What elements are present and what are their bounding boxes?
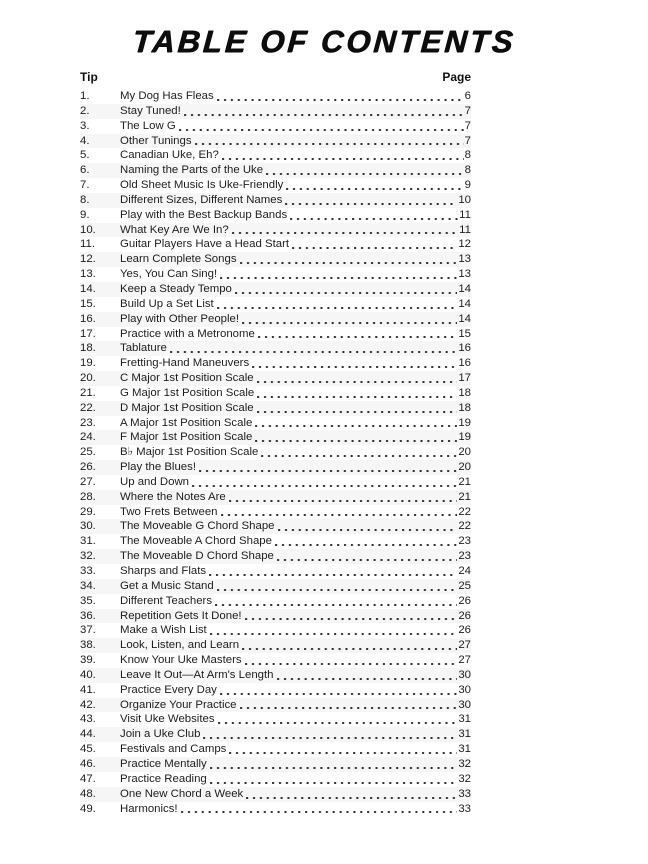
dot-leader	[169, 341, 458, 356]
toc-row	[80, 712, 471, 727]
page-number: 32	[458, 772, 471, 785]
tip-title: My Dog Has Fleas	[120, 90, 214, 102]
page-column-header: Page	[442, 70, 471, 84]
page-number: 19	[458, 416, 471, 429]
page-number: 31	[458, 743, 471, 756]
dot-leader	[276, 549, 458, 564]
toc-row	[80, 787, 471, 802]
toc-row	[80, 430, 471, 445]
tip-number: 46.	[80, 757, 96, 770]
dot-leader	[289, 208, 459, 223]
page-number: 32	[458, 757, 471, 770]
tip-title: Practice Mentally	[120, 757, 207, 770]
tip-number: 26.	[80, 461, 96, 474]
dot-leader	[208, 564, 458, 579]
dot-leader	[216, 297, 459, 312]
tip-title: Organize Your Practice	[120, 698, 237, 711]
dot-leader	[291, 237, 458, 252]
page-number: 26	[458, 594, 471, 607]
toc-row	[80, 371, 471, 386]
page-number: 22	[458, 520, 471, 533]
tip-title: Practice with a Metronome	[120, 327, 255, 340]
dot-leader	[221, 148, 465, 163]
tip-title: Look, Listen, and Learn	[120, 639, 240, 652]
page-number: 30	[458, 668, 471, 681]
tip-title: Play with the Best Backup Bands	[120, 208, 288, 221]
dot-leader	[277, 519, 459, 534]
tip-number: 14.	[80, 282, 96, 295]
tip-title: Make a Wish List	[120, 624, 207, 637]
toc-row	[80, 653, 471, 668]
dot-leader	[234, 282, 458, 297]
toc-row	[80, 683, 471, 698]
toc-row	[80, 727, 471, 742]
tip-number: 31.	[80, 535, 96, 548]
tip-title: Know Your Uke Masters	[120, 654, 242, 667]
dot-leader	[217, 712, 459, 727]
dot-leader	[198, 460, 458, 475]
tip-number: 19.	[80, 357, 96, 370]
page-number: 13	[458, 253, 471, 266]
page-number: 21	[458, 490, 471, 503]
page-number: 23	[458, 535, 471, 548]
tip-number: 16.	[80, 312, 96, 325]
tip-number: 4.	[80, 134, 90, 147]
toc-row	[80, 490, 471, 505]
tip-number: 39.	[80, 654, 96, 667]
toc-row	[80, 638, 471, 653]
dot-leader	[257, 327, 458, 342]
tip-number: 30.	[80, 520, 96, 533]
toc-row	[80, 416, 471, 431]
dot-leader	[180, 802, 459, 817]
tip-number: 7.	[80, 179, 90, 192]
tip-title: Practice Every Day	[120, 683, 217, 696]
toc-row	[80, 549, 471, 564]
tip-number: 44.	[80, 728, 96, 741]
toc-row	[80, 460, 471, 475]
toc-row	[80, 252, 471, 267]
tip-number: 48.	[80, 787, 96, 800]
dot-leader	[191, 475, 458, 490]
page-number: 31	[458, 713, 471, 726]
tip-title: Up and Down	[120, 475, 190, 488]
page-number: 13	[458, 268, 471, 281]
tip-title: Sharps and Flats	[120, 565, 207, 577]
tip-number: 29.	[80, 505, 96, 518]
tip-title: Play the Blues!	[120, 461, 196, 474]
tip-title: F Major 1st Position Scale	[120, 431, 253, 444]
page-number: 8	[464, 164, 471, 177]
tip-title: The Moveable D Chord Shape	[120, 550, 274, 563]
dot-leader	[228, 490, 459, 505]
tip-number: 22.	[80, 401, 96, 414]
toc-row	[80, 312, 471, 327]
tip-title: Get a Music Stand	[120, 579, 214, 592]
dot-leader	[256, 401, 459, 416]
tip-title: Other Tunings	[120, 134, 192, 147]
tip-title: C Major 1st Position Scale	[120, 372, 254, 385]
tip-title: Naming the Parts of the Uke	[120, 164, 264, 177]
dot-leader	[285, 178, 464, 193]
toc-row	[80, 757, 471, 772]
dot-leader	[265, 163, 465, 178]
toc-row	[80, 475, 471, 490]
dot-leader	[228, 742, 458, 757]
page-number: 19	[458, 431, 471, 444]
dot-leader	[256, 386, 458, 401]
toc-row	[80, 163, 471, 178]
toc-row	[80, 297, 471, 312]
tip-number: 35.	[80, 594, 96, 607]
tip-number: 13.	[80, 268, 96, 281]
toc-row	[80, 445, 471, 460]
tip-title: G Major 1st Position Scale	[120, 386, 255, 399]
tip-title: One New Chord a Week	[120, 787, 244, 800]
dot-leader	[256, 371, 459, 386]
dot-leader	[241, 638, 458, 653]
tip-number: 37.	[80, 624, 96, 637]
tip-number: 8.	[80, 193, 90, 206]
tip-number: 34.	[80, 579, 96, 592]
toc-row	[80, 772, 471, 787]
toc-row	[80, 623, 471, 638]
tip-number: 12.	[80, 253, 96, 266]
tip-title: Tablature	[120, 342, 167, 355]
tip-number: 32.	[80, 550, 96, 563]
dot-leader	[244, 653, 459, 668]
toc-row	[80, 356, 471, 371]
dot-leader	[254, 430, 458, 445]
page-number: 17	[458, 372, 471, 385]
page-number: 6	[464, 90, 471, 102]
toc-body	[80, 70, 471, 816]
tip-number: 17.	[80, 327, 96, 340]
tip-number: 2.	[80, 104, 90, 117]
page-number: 15	[458, 327, 471, 340]
tip-title: Play with Other People!	[120, 312, 240, 325]
tip-title: Practice Reading	[120, 772, 207, 785]
page-number: 14	[458, 282, 471, 295]
toc-row	[80, 534, 471, 549]
tip-title: B♭ Major 1st Position Scale	[120, 446, 259, 459]
toc-row	[80, 282, 471, 297]
page-number: 27	[458, 639, 471, 652]
tip-title: A Major 1st Position Scale	[120, 416, 253, 429]
tip-number: 23.	[80, 416, 96, 429]
tip-title: Repetition Gets It Done!	[120, 609, 242, 622]
page-number: 11	[459, 208, 471, 221]
tip-number: 24.	[80, 431, 96, 444]
tip-title: Where the Notes Are	[120, 490, 226, 503]
tip-number: 10.	[80, 223, 96, 236]
page-number: 8	[464, 149, 471, 162]
toc-row	[80, 193, 471, 208]
dot-leader	[244, 609, 459, 624]
dot-leader	[209, 623, 459, 638]
page-number: 14	[458, 297, 471, 310]
page-number: 22	[458, 505, 471, 518]
page-title: TABLE OF CONTENTS	[131, 24, 517, 59]
toc-row	[80, 742, 471, 757]
toc-row	[80, 104, 471, 119]
page-number: 16	[458, 342, 471, 355]
page-number: 27	[458, 654, 471, 667]
dot-leader	[178, 119, 465, 134]
dot-leader	[254, 416, 458, 431]
toc-row	[80, 668, 471, 683]
toc-row	[80, 89, 471, 104]
page-number: 21	[458, 475, 471, 488]
dot-leader	[216, 579, 459, 594]
page-number: 18	[458, 386, 471, 399]
tip-number: 25.	[80, 446, 96, 459]
tip-title: Visit Uke Websites	[120, 713, 215, 726]
tip-title: Two Frets Between	[120, 505, 218, 518]
page-number: 7	[464, 104, 471, 117]
tip-number: 47.	[80, 772, 96, 785]
page-number: 16	[458, 357, 471, 370]
toc-row	[80, 327, 471, 342]
page-number: 20	[458, 446, 471, 459]
dot-leader	[260, 445, 458, 460]
page-number: 11	[459, 223, 471, 236]
page-number: 23	[458, 550, 471, 563]
dot-leader	[231, 223, 459, 238]
tip-title: Join a Uke Club	[120, 728, 201, 741]
page-number: 25	[458, 579, 471, 592]
page-number: 18	[458, 401, 471, 414]
toc-row	[80, 579, 471, 594]
tip-number: 41.	[80, 683, 96, 696]
toc-row	[80, 208, 471, 223]
toc-row	[80, 594, 471, 609]
tip-title: Yes, You Can Sing!	[120, 268, 218, 281]
dot-leader	[209, 757, 459, 772]
page-number: 33	[458, 802, 471, 815]
dot-leader	[209, 772, 459, 787]
tip-number: 5.	[80, 149, 90, 162]
dot-leader	[219, 683, 458, 698]
toc-row	[80, 341, 471, 356]
page-number: 31	[458, 728, 471, 741]
toc-row	[80, 134, 471, 149]
toc-row	[80, 505, 471, 520]
tip-number: 1.	[80, 90, 90, 102]
tip-number: 6.	[80, 164, 90, 177]
tip-column-header: Tip	[80, 70, 98, 84]
toc-list	[80, 89, 471, 816]
tip-title: Old Sheet Music Is Uke-Friendly	[120, 179, 284, 192]
toc-row	[80, 237, 471, 252]
page-number: 9	[464, 179, 471, 192]
dot-leader	[239, 698, 459, 713]
tip-title: D Major 1st Position Scale	[120, 401, 254, 414]
dot-leader	[194, 134, 465, 149]
page-number: 26	[458, 624, 471, 637]
tip-title: Fretting-Hand Maneuvers	[120, 357, 250, 370]
dot-leader	[274, 534, 458, 549]
tip-number: 9.	[80, 208, 90, 221]
toc-row	[80, 564, 471, 579]
tip-number: 40.	[80, 668, 96, 681]
tip-title: What Key Are We In?	[120, 223, 229, 236]
tip-title: Leave It Out—At Arm's Length	[120, 668, 274, 681]
dot-leader	[276, 668, 459, 683]
page-number: 14	[458, 312, 471, 325]
tip-title: Build Up a Set List	[120, 297, 214, 310]
tip-number: 33.	[80, 565, 96, 577]
toc-row	[80, 519, 471, 534]
dot-leader	[219, 267, 458, 282]
tip-title: Stay Tuned!	[120, 104, 181, 117]
tip-number: 21.	[80, 386, 96, 399]
dot-leader	[251, 356, 458, 371]
tip-number: 49.	[80, 802, 96, 815]
tip-title: Learn Complete Songs	[120, 253, 237, 266]
toc-row	[80, 119, 471, 134]
dot-leader	[216, 89, 465, 104]
toc-row	[80, 802, 471, 817]
tip-number: 15.	[80, 297, 96, 310]
page-number: 30	[458, 698, 471, 711]
page-number: 10	[458, 193, 471, 206]
toc-column-headers	[80, 70, 471, 89]
tip-title: Guitar Players Have a Head Start	[120, 238, 290, 251]
page-number: 7	[464, 134, 471, 147]
dot-leader	[214, 594, 458, 609]
toc-row	[80, 386, 471, 401]
tip-number: 45.	[80, 743, 96, 756]
tip-title: Keep a Steady Tempo	[120, 282, 232, 295]
toc-row	[80, 223, 471, 238]
toc-row	[80, 609, 471, 624]
tip-number: 18.	[80, 342, 96, 355]
tip-title: Different Teachers	[120, 594, 213, 607]
toc-row	[80, 698, 471, 713]
dot-leader	[183, 104, 465, 119]
toc-row	[80, 148, 471, 163]
dot-leader	[239, 252, 459, 267]
dot-leader	[245, 787, 458, 802]
dot-leader	[202, 727, 458, 742]
tip-number: 20.	[80, 372, 96, 385]
toc-row	[80, 267, 471, 282]
page-number: 20	[458, 461, 471, 474]
tip-number: 36.	[80, 609, 96, 622]
page-number: 30	[458, 683, 471, 696]
toc-row	[80, 178, 471, 193]
dot-leader	[241, 312, 458, 327]
tip-title: The Low G	[120, 119, 176, 132]
tip-number: 27.	[80, 475, 96, 488]
tip-number: 38.	[80, 639, 96, 652]
tip-number: 43.	[80, 713, 96, 726]
page-number: 12	[458, 238, 471, 251]
tip-title: The Moveable G Chord Shape	[120, 520, 275, 533]
tip-number: 11.	[80, 238, 95, 251]
tip-title: Different Sizes, Different Names	[120, 193, 283, 206]
page-number: 7	[464, 119, 471, 132]
tip-number: 3.	[80, 119, 90, 132]
dot-leader	[284, 193, 458, 208]
toc-row	[80, 401, 471, 416]
tip-title: Festivals and Camps	[120, 743, 227, 756]
page-number: 24	[458, 565, 471, 577]
tip-title: The Moveable A Chord Shape	[120, 535, 272, 548]
tip-title: Canadian Uke, Eh?	[120, 149, 219, 162]
page-number: 26	[458, 609, 471, 622]
tip-number: 28.	[80, 490, 96, 503]
tip-title: Harmonics!	[120, 802, 178, 815]
tip-number: 42.	[80, 698, 96, 711]
page-number: 33	[458, 787, 471, 800]
dot-leader	[220, 505, 459, 520]
